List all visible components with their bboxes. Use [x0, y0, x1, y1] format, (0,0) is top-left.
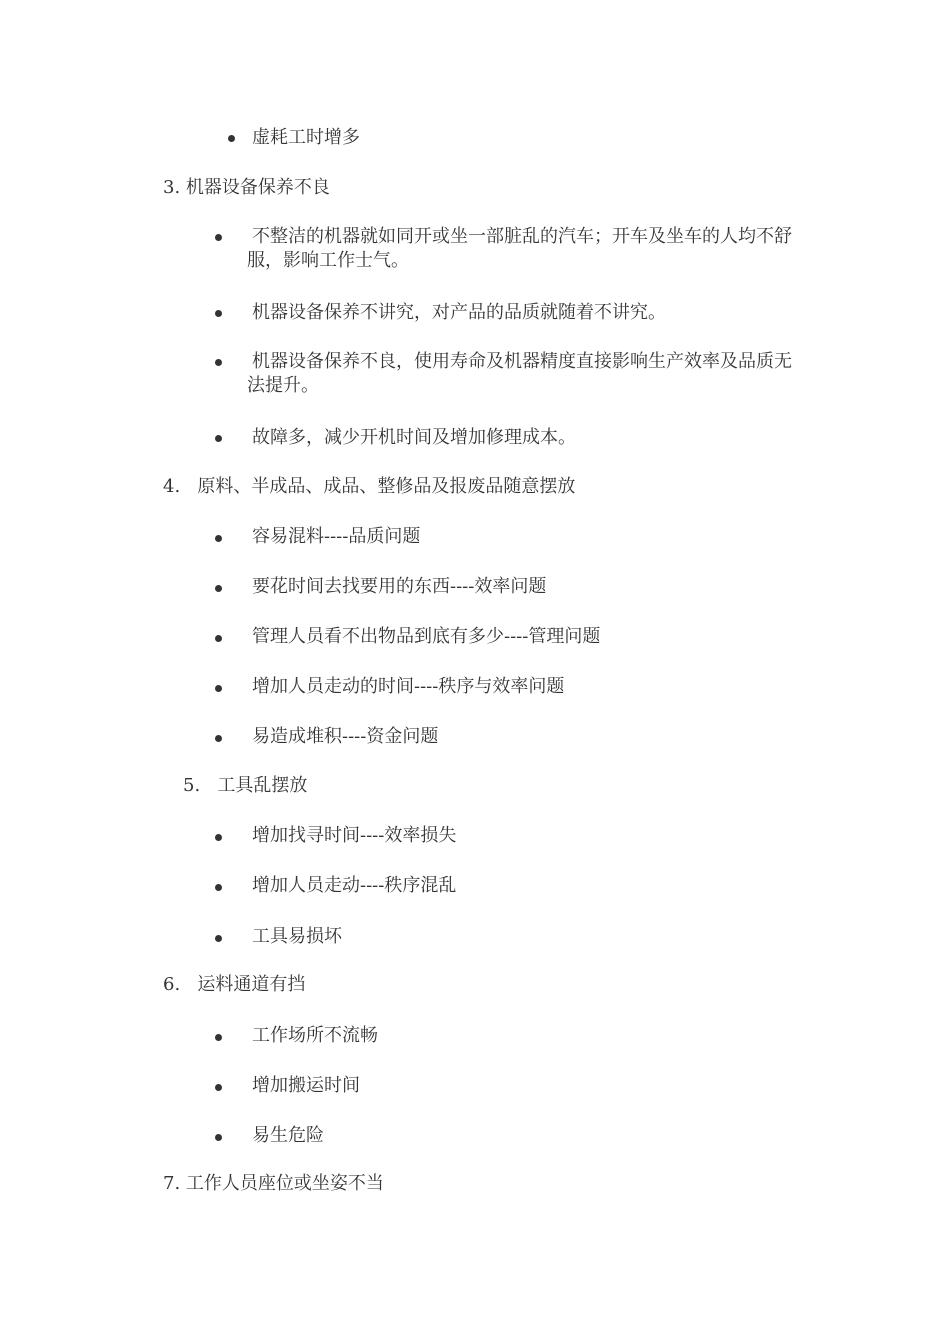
section-heading: 6. 运料通道有挡 — [163, 974, 306, 995]
bullet-dot — [215, 585, 222, 592]
bullet-dot — [215, 735, 222, 742]
bullet-dot — [215, 1134, 222, 1141]
bullet-dot — [215, 310, 222, 317]
bullet-dot — [215, 1084, 222, 1091]
bullet-dot — [215, 935, 222, 942]
bullet-item: 管理人员看不出物品到底有多少----管理问题 — [252, 626, 601, 647]
bullet-item: 易造成堆积----资金问题 — [252, 726, 439, 747]
bullet-item: 要花时间去找要用的东西----效率问题 — [252, 576, 547, 597]
bullet-item: 虚耗工时增多 — [252, 127, 360, 148]
bullet-item: 容易混料----品质问题 — [252, 526, 421, 547]
section-heading: 4. 原料、半成品、成品、整修品及报废品随意摆放 — [163, 476, 576, 497]
section-heading: 3. 机器设备保养不良 — [163, 177, 330, 198]
bullet-item: 工具易损坏 — [252, 926, 342, 947]
bullet-dot — [215, 359, 222, 366]
bullet-item: 增加搬运时间 — [252, 1075, 360, 1096]
bullet-dot — [215, 535, 222, 542]
bullet-item: 机器设备保养不讲究，对产品的品质就随着不讲究。 — [252, 302, 666, 323]
section-heading: 7. 工作人员座位或坐姿不当 — [163, 1173, 384, 1194]
bullet-item: 不整洁的机器就如同开或坐一部脏乱的汽车；开车及坐车的人均不舒服，影响工作士气。 — [247, 226, 792, 271]
bullet-item: 增加人员走动的时间----秩序与效率问题 — [252, 676, 565, 697]
bullet-item: 增加找寻时间----效率损失 — [252, 825, 457, 846]
bullet-dot — [215, 884, 222, 891]
bullet-dot — [215, 1034, 222, 1041]
bullet-item: 增加人员走动----秩序混乱 — [252, 875, 457, 896]
bullet-item: 故障多，减少开机时间及增加修理成本。 — [252, 427, 576, 448]
bullet-item: 易生危险 — [252, 1125, 324, 1146]
bullet-dot — [215, 834, 222, 841]
bullet-dot — [215, 685, 222, 692]
bullet-dot — [215, 435, 222, 442]
bullet-item: 工作场所不流畅 — [252, 1025, 378, 1046]
bullet-dot — [215, 635, 222, 642]
bullet-dot — [215, 234, 222, 241]
section-heading: 5. 工具乱摆放 — [183, 775, 308, 796]
bullet-dot — [228, 135, 235, 142]
bullet-item: 机器设备保养不良，使用寿命及机器精度直接影响生产效率及品质无法提升。 — [247, 351, 792, 396]
